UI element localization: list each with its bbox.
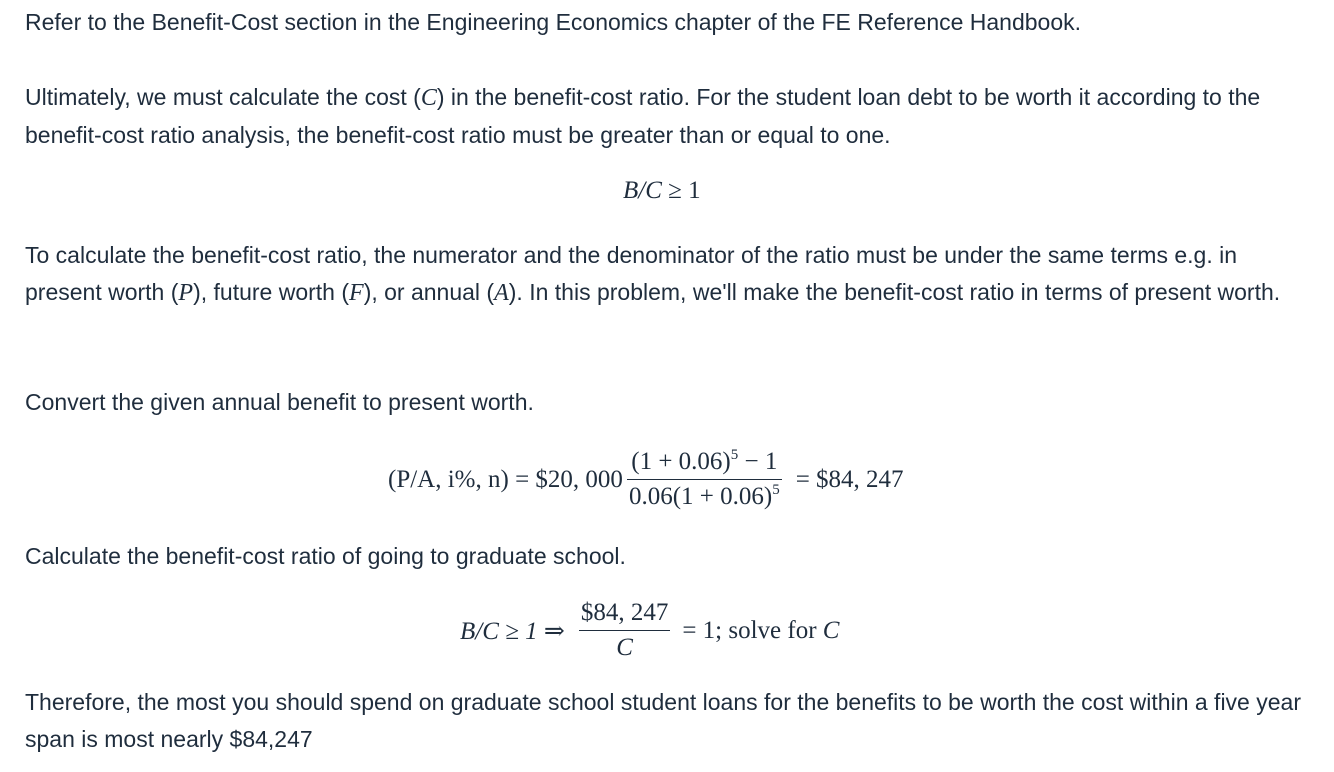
conclusion-paragraph: Therefore, the most you should spend on graduate school student loans for the benefits to be worth the cost within a five year span is most nearly $84,247	[25, 689, 1301, 752]
ratio-equation	[460, 598, 839, 663]
benefit-cost-inequality: B/C ≥ 1	[623, 177, 701, 204]
cost-explanation-paragraph: Ultimately, we must calculate the cost (C) in the benefit-cost ratio. For the student loan debt to be worth it according to the benefit-cost ratio analysis, the benefit-cost ratio must be greater than or equal to one.	[25, 84, 1261, 148]
pw-numerator: $(1 + 0.06)^5 - 1$	[627, 447, 782, 480]
ratio-lhs: B/C ≥ 1 ⇒	[460, 617, 565, 645]
terms-explanation-paragraph: To calculate the benefit-cost ratio, the numerator and the denominator of the ratio must be under the same terms e.g. in present worth (P), future worth (F), or annual (A). In this problem, we'll make the benefit-cost ratio in terms of present worth.	[25, 242, 1281, 306]
pw-denominator: $0.06(1 + 0.06)^5$	[628, 482, 780, 510]
ratio-numerator: $84, 247	[579, 598, 671, 631]
pw-result: = $84, 247	[795, 465, 904, 493]
calculate-instruction: Calculate the benefit-cost ratio of going to graduate school.	[25, 543, 626, 569]
convert-instruction: Convert the given annual benefit to present worth.	[25, 389, 534, 415]
pw-lhs: (P/A, i%, n) = $20, 000	[388, 465, 623, 493]
ratio-fraction	[579, 598, 671, 663]
ratio-rhs: = 1; solve for C	[682, 616, 840, 644]
ratio-denominator: C	[616, 634, 633, 661]
intro-paragraph: Refer to the Benefit-Cost section in the Engineering Economics chapter of the FE Reference Handbook.	[25, 9, 1082, 35]
pw-fraction	[627, 447, 782, 512]
present-worth-equation	[388, 447, 904, 512]
